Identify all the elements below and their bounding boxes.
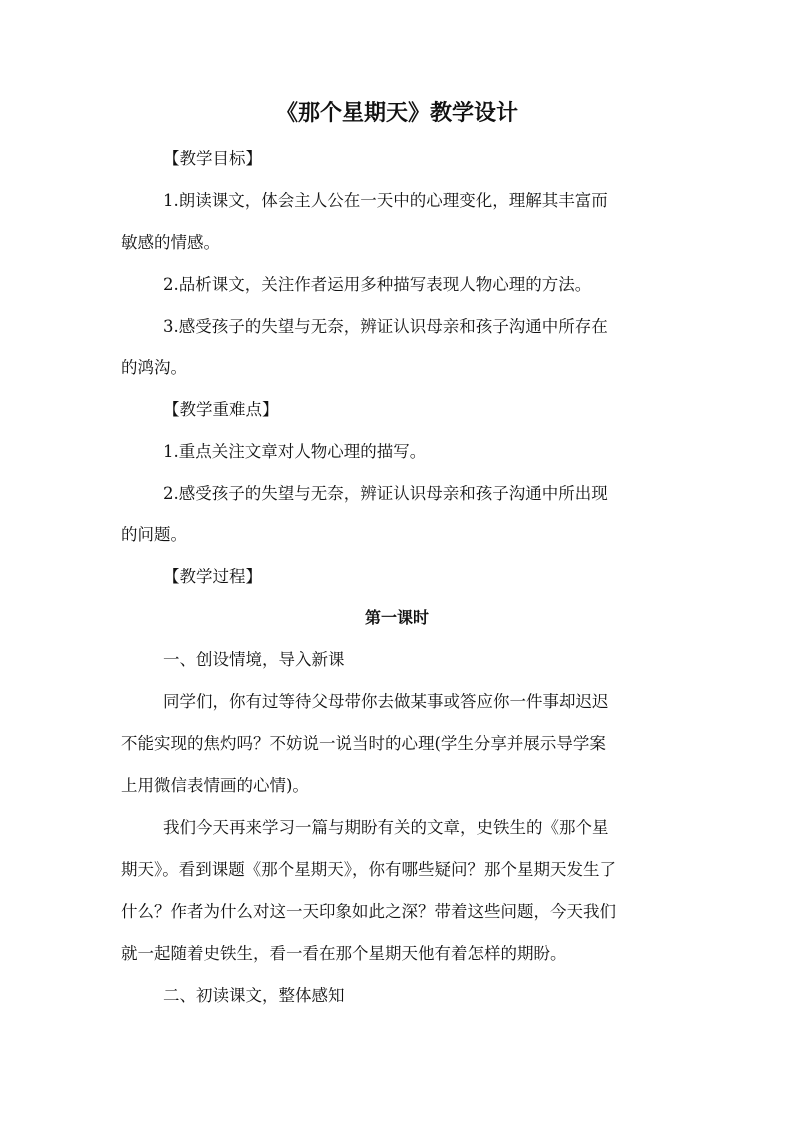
keypoint-2-line-2: 的问题。 (121, 525, 187, 544)
para-2-line-3: 什么？作者为什么对这一天印象如此之深？带着这些问题，今天我们 (121, 902, 616, 921)
para-1-line-2: 不能实现的焦灼吗？不妨说一说当时的心理(学生分享并展示导学案 (121, 734, 606, 753)
objective-1-line-2: 敏感的情感。 (121, 233, 220, 252)
objective-1-line-1: 1.朗读课文，体会主人公在一天中的心理变化，理解其丰富而 (163, 191, 608, 210)
para-2-line-2: 期天》。看到课题《那个星期天》，你有哪些疑问？那个星期天发生了 (121, 860, 616, 879)
keypoint-1-line-1: 1.重点关注文章对人物心理的描写。 (163, 442, 427, 461)
keypoint-2-line-1: 2.感受孩子的失望与无奈，辨证认识母亲和孩子沟通中所出现 (163, 484, 608, 503)
objective-2-line-1: 2.品析课文，关注作者运用多种描写表现人物心理的方法。 (163, 275, 592, 294)
step-1-heading: 一、创设情境，导入新课 (163, 650, 345, 669)
keypoints-heading: 【教学重难点】 (163, 400, 279, 419)
process-heading: 【教学过程】 (163, 567, 262, 586)
para-1-line-1: 同学们，你有过等待父母带你去做某事或答应你一件事却迟迟 (163, 692, 609, 711)
para-1-line-3: 上用微信表情画的心情)。 (121, 776, 309, 795)
objective-3-line-2: 的鸿沟。 (121, 358, 187, 377)
para-2-line-1: 我们今天再来学习一篇与期盼有关的文章，史铁生的《那个星 (163, 818, 609, 837)
objective-3-line-1: 3.感受孩子的失望与无奈，辨证认识母亲和孩子沟通中所存在 (163, 317, 608, 336)
step-2-heading: 二、初读课文，整体感知 (163, 986, 345, 1005)
para-2-line-4: 就一起随着史铁生，看一看在那个星期天他有着怎样的期盼。 (121, 944, 567, 963)
document-title: 《那个星期天》教学设计 (275, 101, 518, 126)
lesson-title: 第一课时 (364, 608, 429, 627)
objectives-heading: 【教学目标】 (163, 149, 262, 168)
